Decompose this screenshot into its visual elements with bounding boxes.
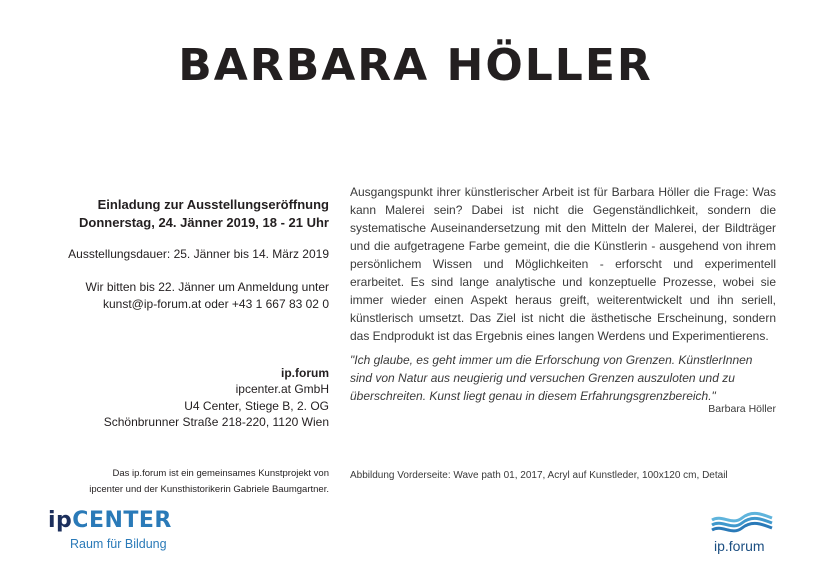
ipforum-wave-icon — [708, 508, 778, 538]
ipcenter-wordmark — [48, 508, 172, 533]
address-company: ipcenter.at GmbH — [235, 382, 329, 396]
project-note-line1: Das ip.forum ist ein gemeinsames Kunstprojekt von — [112, 467, 329, 479]
artist-quote: "Ich glaube, es geht immer um die Erforschung von Grenzen. KünstlerInnen sind von Natur aus neugierig und versuchen Grenzen auszuloten und zu überschreiten. Kunst liegt genau in diesem Erfahrungsgrenzbereich." — [350, 353, 753, 403]
project-note-line2: ipcenter und der Kunsthistorikerin Gabriele Baumgartner. — [89, 483, 329, 495]
ipcenter-name: CENTER — [72, 508, 172, 533]
image-caption: Abbildung Vorderseite: Wave path 01, 2017, Acryl auf Kunstleder, 100x120 cm, Detail — [350, 470, 728, 481]
address-building: U4 Center, Stiege B, 2. OG — [184, 399, 329, 413]
ipcenter-tagline: Raum für Bildung — [70, 537, 167, 551]
ipforum-wordmark: ip.forum — [714, 538, 765, 554]
exhibition-duration: Ausstellungsdauer: 25. Jänner bis 14. März 2019 — [68, 247, 329, 261]
address-name: ip.forum — [281, 366, 329, 380]
rsvp-contact: kunst@ip-forum.at oder +43 1 667 83 02 0 — [103, 297, 329, 311]
invitation-heading: Einladung zur Ausstellungseröffnung — [97, 197, 329, 212]
address-street: Schönbrunner Straße 218-220, 1120 Wien — [103, 415, 329, 429]
ipcenter-prefix: ip — [48, 508, 73, 533]
page-title: BARBARA HÖLLER — [178, 40, 653, 91]
ipforum-logo — [708, 508, 788, 558]
quote-author: Barbara Höller — [708, 403, 776, 415]
ipcenter-logo — [48, 508, 208, 558]
rsvp-text: Wir bitten bis 22. Jänner um Anmeldung unter — [85, 280, 329, 294]
artist-description: Ausgangspunkt ihrer künstlerischer Arbeit ist für Barbara Höller die Frage: Was kann Malerei sein? Dabei ist nicht die Gegenständlichkeit, sondern die systematische Auseinandersetzung mit den Mitteln der Malerei, der Bildträger und die aufgetragene Farbe gemeint, die die Künstlerin - ausgehend von ihrem persönlichem Wissen und Möglichkeiten - erforscht und experimentell erarbeitet. Es sind lange analytische und konzeptuelle Prozesse, wobei sie immer wieder einen Aspekt heraus greift, weiterentwickelt und ihn seriell, künstlerisch umsetzt. Das Ziel ist nicht die ästhetische Erscheinung, sondern das Endprodukt ist das Ergebnis eines langen Werdens und Experimentierens. — [350, 185, 776, 343]
invitation-date: Donnerstag, 24. Jänner 2019, 18 - 21 Uhr — [79, 215, 329, 230]
